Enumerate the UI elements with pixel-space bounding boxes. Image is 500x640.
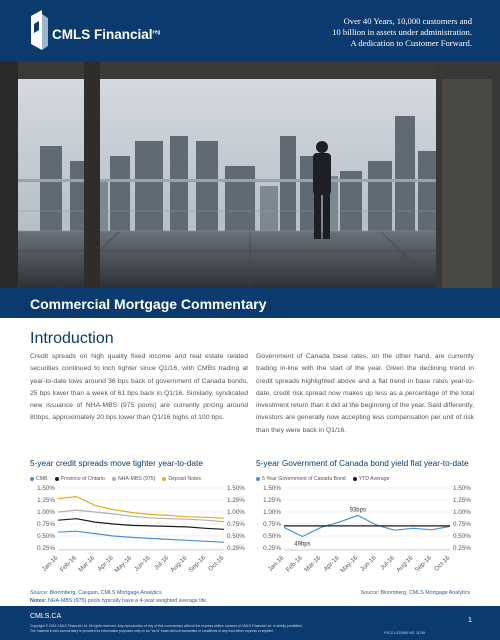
chart-2-source: Source: Bloomberg, CMLS Mortgage Analytics [360, 590, 470, 596]
y-tick-left: 1.25% [263, 497, 281, 504]
y-tick-right: 1.50% [227, 485, 245, 492]
y-tick-right: 0.50% [227, 533, 245, 540]
tagline: Over 40 Years, 10,000 customers and 10 billion in assets under administration. A dedication to Customer Forward. [332, 16, 472, 48]
chart-2-title: 5-year Government of Canada bond yield flat year-to-date [256, 458, 469, 468]
legend-label: NHA-MBS (975) [117, 476, 156, 482]
legend-label: Province of Ontario [60, 476, 105, 482]
y-tick-right: 0.50% [453, 533, 471, 540]
series-line [58, 531, 224, 542]
y-tick-left: 0.75% [37, 521, 55, 528]
chart-1-source: Source: Bloomberg, Casgain, CMLS Mortgage Analytics [30, 590, 162, 596]
y-tick-left: 0.75% [263, 521, 281, 528]
x-tick: May-16 [113, 554, 134, 575]
y-tick-left: 0.25% [37, 545, 55, 552]
x-tick: Jan-16 [40, 554, 60, 574]
y-tick-left: 1.50% [263, 485, 281, 492]
x-tick: Aug-16 [395, 554, 415, 574]
y-tick-left: 1.00% [37, 509, 55, 516]
y-tick-right: 1.00% [453, 509, 471, 516]
x-tick: Apr-16 [322, 554, 341, 573]
cmls-logo-icon [28, 10, 50, 50]
y-tick-right: 1.25% [227, 497, 245, 504]
x-tick: May-16 [339, 554, 360, 575]
footer-license: FSCO LICENSE NO. 11749 [384, 631, 425, 635]
y-tick-left: 0.50% [37, 533, 55, 540]
annotation-label: 49bps [294, 541, 311, 548]
logo-text: CMLS Financial$^{reg}$ [52, 27, 161, 42]
x-tick: Aug-16 [169, 554, 189, 574]
footer-bar [0, 606, 500, 640]
y-tick-left: 0.25% [263, 545, 281, 552]
x-tick: Jun-16 [133, 554, 152, 574]
legend-label: 5 Year Government of Canada Bond [262, 476, 346, 482]
y-tick-left: 1.00% [263, 509, 281, 516]
footer-copyright: Copyright © 2016 CMLS Financial Ltd. All rights reserved. Any reproduction of any of this commentary without the express written consent of CMLS Financial Ltd. is strictly prohibited. The material in this commentary is provided for information purposes only on an "as is" basis without warranties or conditions of any kind either express or implied. [30, 624, 303, 633]
y-tick-right: 1.25% [453, 497, 471, 504]
x-tick: Mar-16 [303, 554, 323, 574]
city-skyline-image [0, 61, 500, 288]
chart-notes: Notes: NHA-MBS (975) pools typically have a 4-year weighted average life [30, 598, 207, 604]
legend-label: CMB [36, 476, 48, 482]
x-tick: Oct-16 [207, 554, 226, 573]
y-tick-right: 0.75% [227, 521, 245, 528]
x-tick: Mar-16 [77, 554, 97, 574]
x-tick: Jan-16 [266, 554, 286, 574]
y-tick-right: 0.25% [227, 545, 245, 552]
x-tick: Sep-16 [413, 554, 433, 574]
body-right-column: Government of Canada base rates, on the other hand, are currently trading in-line with the start of the year. Given the declining trend in credit spreads highlighted above and a flat trend in base rates year-to-date, credit risk spread now makes up less as a percentage of the total investment return than it did at the beginning of the year. Said differently, investors are generally now accepting less compensation per unit of risk than they were back in Q1/16. [256, 353, 474, 434]
page-number: 1 [467, 615, 472, 624]
legend-label: Deposit Notes [168, 476, 202, 482]
header-bar [0, 0, 500, 61]
body-left-column: Credit spreads on high quality fixed income and real estate related securities continued to inch tighter since Q1/16, with CMBs trading at year-to-date lows around 36 bps back of government of Canada bonds, 25 bps lower than a week of 61 bps back in Q1/16. Similarly, syndicated new issuance of NHA-MBS (975 pools) are currently pricing around 80bps, approximately 20 bps lower than Q1/16 highs of 100 bps. [30, 353, 248, 422]
legend-label: YTD Average [358, 476, 390, 482]
hero-photo [0, 61, 500, 288]
x-tick: Oct-16 [433, 554, 452, 573]
y-tick-left: 1.50% [37, 485, 55, 492]
y-tick-right: 1.50% [453, 485, 471, 492]
section-heading: Introduction [30, 330, 114, 347]
y-tick-right: 0.25% [453, 545, 471, 552]
y-tick-right: 0.75% [453, 521, 471, 528]
x-tick: Jul-16 [378, 554, 397, 572]
chart-2-svg [256, 480, 476, 590]
website-link[interactable]: CMLS.CA [30, 613, 62, 620]
chart-1-title: 5-year credit spreads move tighter year-to-date [30, 458, 203, 468]
y-tick-left: 0.50% [263, 533, 281, 540]
annotation-label: 93bps [349, 507, 366, 514]
y-tick-right: 1.00% [227, 509, 245, 516]
x-tick: Feb-16 [284, 554, 304, 574]
x-tick: Jul-16 [152, 554, 171, 572]
y-tick-left: 1.25% [37, 497, 55, 504]
x-tick: Apr-16 [96, 554, 115, 573]
title-banner [0, 288, 500, 318]
x-tick: Jun-16 [359, 554, 378, 574]
x-tick: Sep-16 [187, 554, 207, 574]
banner-title: Commercial Mortgage Commentary [30, 296, 267, 312]
chart-1-svg [30, 480, 250, 590]
x-tick: Feb-16 [58, 554, 78, 574]
